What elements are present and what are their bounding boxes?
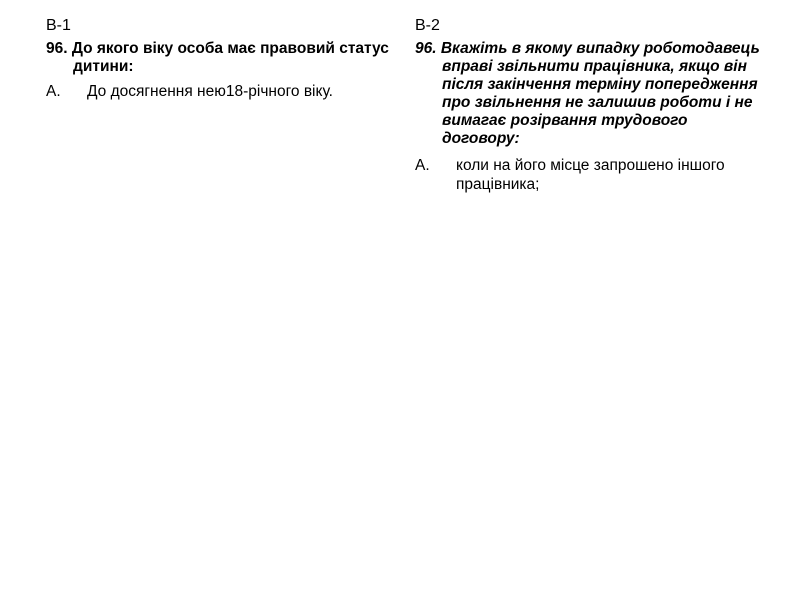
variant-2-label: В-2: [415, 17, 440, 34]
variant-2-answer-text: коли на його місце запрошено іншого працівника;: [456, 157, 725, 193]
variant-1-label: В-1: [46, 17, 71, 34]
variant-1-answer-letter: А.: [46, 83, 61, 100]
variant-2-column: [415, 16, 767, 194]
variant-1-answer-text: До досягнення нею18-річного віку.: [87, 83, 333, 100]
variant-2-answer-letter: А.: [415, 157, 430, 174]
variant-1-question: 96. До якого віку особа має правовий статус дитини:: [46, 40, 389, 75]
variant-2-question: 96. Вкажіть в якому випадку роботодавець вправі звільнити працівника, якщо він після закінчення терміну попередження про звільнення не залишив роботи і не вимагає розірвання трудового договору:: [415, 40, 760, 147]
variant-2-answer: [415, 156, 767, 194]
variant-1-column: [46, 16, 396, 101]
variant-1-answer: [46, 82, 396, 101]
